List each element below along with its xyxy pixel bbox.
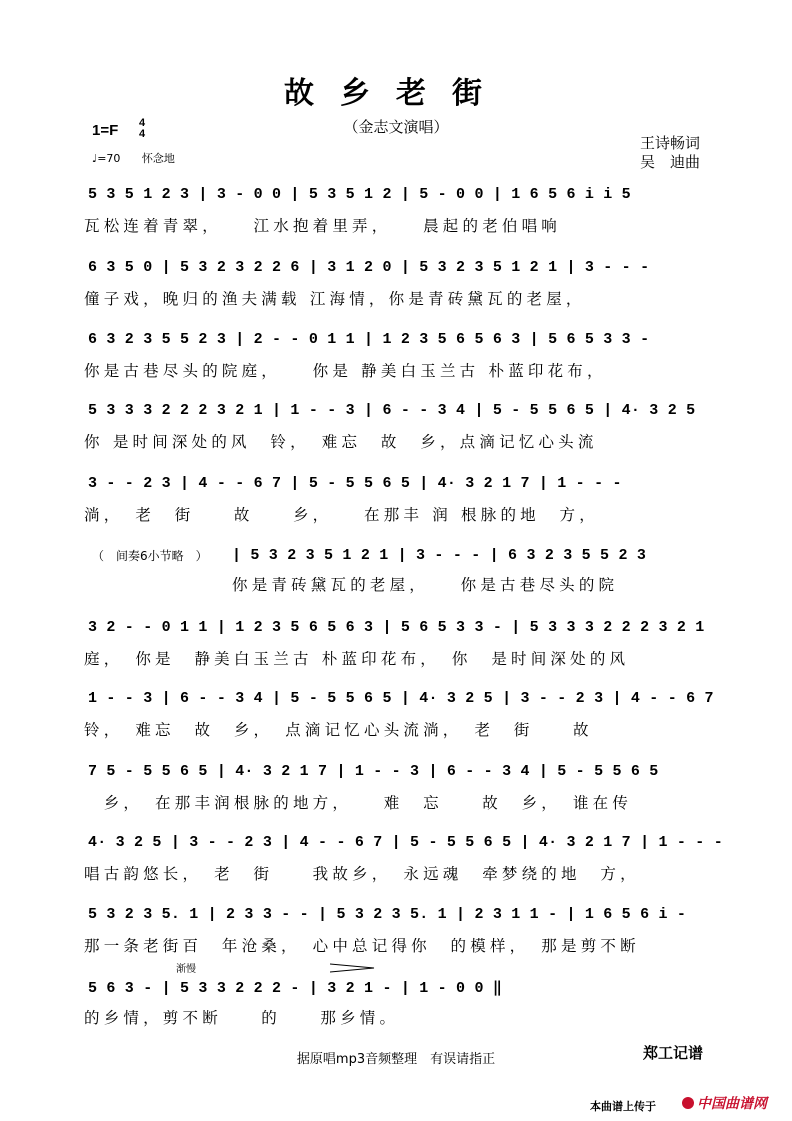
lyricist-credit: 王诗畅词 (640, 134, 701, 152)
lyric-line-2: 僮子戏，晚归的渔夫满载 江海情，你是青砖黛瓦的老屋， (84, 290, 586, 308)
time-signature-bottom: 4 (139, 128, 146, 140)
tempo-marking (92, 150, 175, 166)
lyric-line-6: 你是青砖黛瓦的老屋， 你是古巷尽头的院 (232, 576, 619, 594)
song-title: 故乡老街 (284, 76, 508, 111)
notation-line-6: | 5 3 2 3 5 1 2 1 | 3 - - - | 6 3 2 3 5 5 2 3 (232, 547, 647, 564)
lyric-line-4: 你 是时间深处的风 铃， 难忘 故 乡，点滴记忆心头流 (84, 433, 598, 451)
interlude-note: （ 间奏6小节略 ） (92, 549, 208, 563)
footer-note: 据原唱mp3音频整理 有误请指正 (296, 1052, 496, 1067)
lyric-line-7: 庭， 你是 静美白玉兰古 朴蓝印花布， 你 是时间深处的风 (84, 650, 630, 668)
site-logo[interactable] (682, 1093, 767, 1113)
transcriber-credit: 郑工记谱 (643, 1044, 704, 1062)
notation-line-12: 5 6 3 - | 5 3 3 2 2 2 - | 3 2 1 - | 1 - 0 0 ‖ (88, 980, 503, 997)
expression-marking: 怀念地 (141, 152, 175, 165)
lyric-line-11: 那一条老街百 年沧桑， 心中总记得你 的模样， 那是剪不断 (84, 937, 640, 955)
time-signature (139, 118, 145, 140)
notation-line-4: 5 3 3 3 2 2 2 3 2 1 | 1 - - 3 | 6 - - 3 4 | 5 - 5 5 6 5 | 4· 3 2 5 (88, 402, 696, 419)
lyric-line-10: 唱古韵悠长， 老 街 我故乡， 永远魂 牵梦绕的地 方， (84, 865, 640, 883)
notation-line-1: 5 3 5 1 2 3 | 3 - 0 0 | 5 3 5 1 2 | 5 - 0 0 | 1 6 5 6 i i 5 (88, 186, 631, 203)
performer-subtitle: （金志文演唱） (343, 118, 449, 136)
upload-text: 本曲谱上传于 (590, 1100, 656, 1113)
notation-line-9: 7 5 - 5 5 6 5 | 4· 3 2 1 7 | 1 - - 3 | 6 - - 3 4 | 5 - 5 5 6 5 (88, 763, 659, 780)
key-signature: 1=F (92, 122, 119, 139)
time-signature-top: 4 (139, 117, 146, 129)
lyric-line-5: 淌， 老 街 故 乡， 在那丰 润 根脉的地 方， (84, 506, 599, 524)
lyric-line-8: 铃， 难忘 故 乡， 点滴记忆心头流淌， 老 街 故 (84, 721, 593, 739)
notation-line-3: 6 3 2 3 5 5 2 3 | 2 - - 0 1 1 | 1 2 3 5 6 5 6 3 | 5 6 5 3 3 - (88, 331, 650, 348)
lyric-line-3: 你是古巷尽头的院庭， 你是 静美白玉兰古 朴蓝印花布， (84, 362, 607, 380)
site-logo-icon (682, 1097, 694, 1109)
ritardando-marking: 渐慢 (176, 964, 196, 975)
lyric-line-9: 乡， 在那丰润根脉的地方， 难 忘 故 乡， 谁在传 (84, 794, 633, 812)
site-logo-text: 中国曲谱网 (697, 1096, 767, 1112)
notation-line-5: 3 - - 2 3 | 4 - - 6 7 | 5 - 5 5 6 5 | 4· 3 2 1 7 | 1 - - - (88, 475, 622, 492)
notation-line-11: 5 3 2 3 5. 1 | 2 3 3 - - | 5 3 2 3 5. 1 | 2 3 1 1 - | 1 6 5 6 i - (88, 906, 687, 923)
decrescendo-hairpin (330, 963, 376, 973)
tempo-value: ♩=70 (92, 152, 121, 165)
notation-line-2: 6 3 5 0 | 5 3 2 3 2 2 6 | 3 1 2 0 | 5 3 2 3 5 1 2 1 | 3 - - - (88, 259, 650, 276)
lyric-line-12: 的乡情，剪不断 的 那乡情。 (84, 1009, 400, 1027)
lyric-line-1: 瓦松连着青翠， 江水抱着里弄， 晨起的老伯唱响 (84, 217, 562, 235)
composer-credit: 吴 迪曲 (640, 153, 701, 171)
notation-line-7: 3 2 - - 0 1 1 | 1 2 3 5 6 5 6 3 | 5 6 5 3 3 - | 5 3 3 3 2 2 2 3 2 1 (88, 619, 705, 636)
notation-line-10: 4· 3 2 5 | 3 - - 2 3 | 4 - - 6 7 | 5 - 5 5 6 5 | 4· 3 2 1 7 | 1 - - - (88, 834, 723, 851)
notation-line-8: 1 - - 3 | 6 - - 3 4 | 5 - 5 5 6 5 | 4· 3 2 5 | 3 - - 2 3 | 4 - - 6 7 (88, 690, 714, 707)
